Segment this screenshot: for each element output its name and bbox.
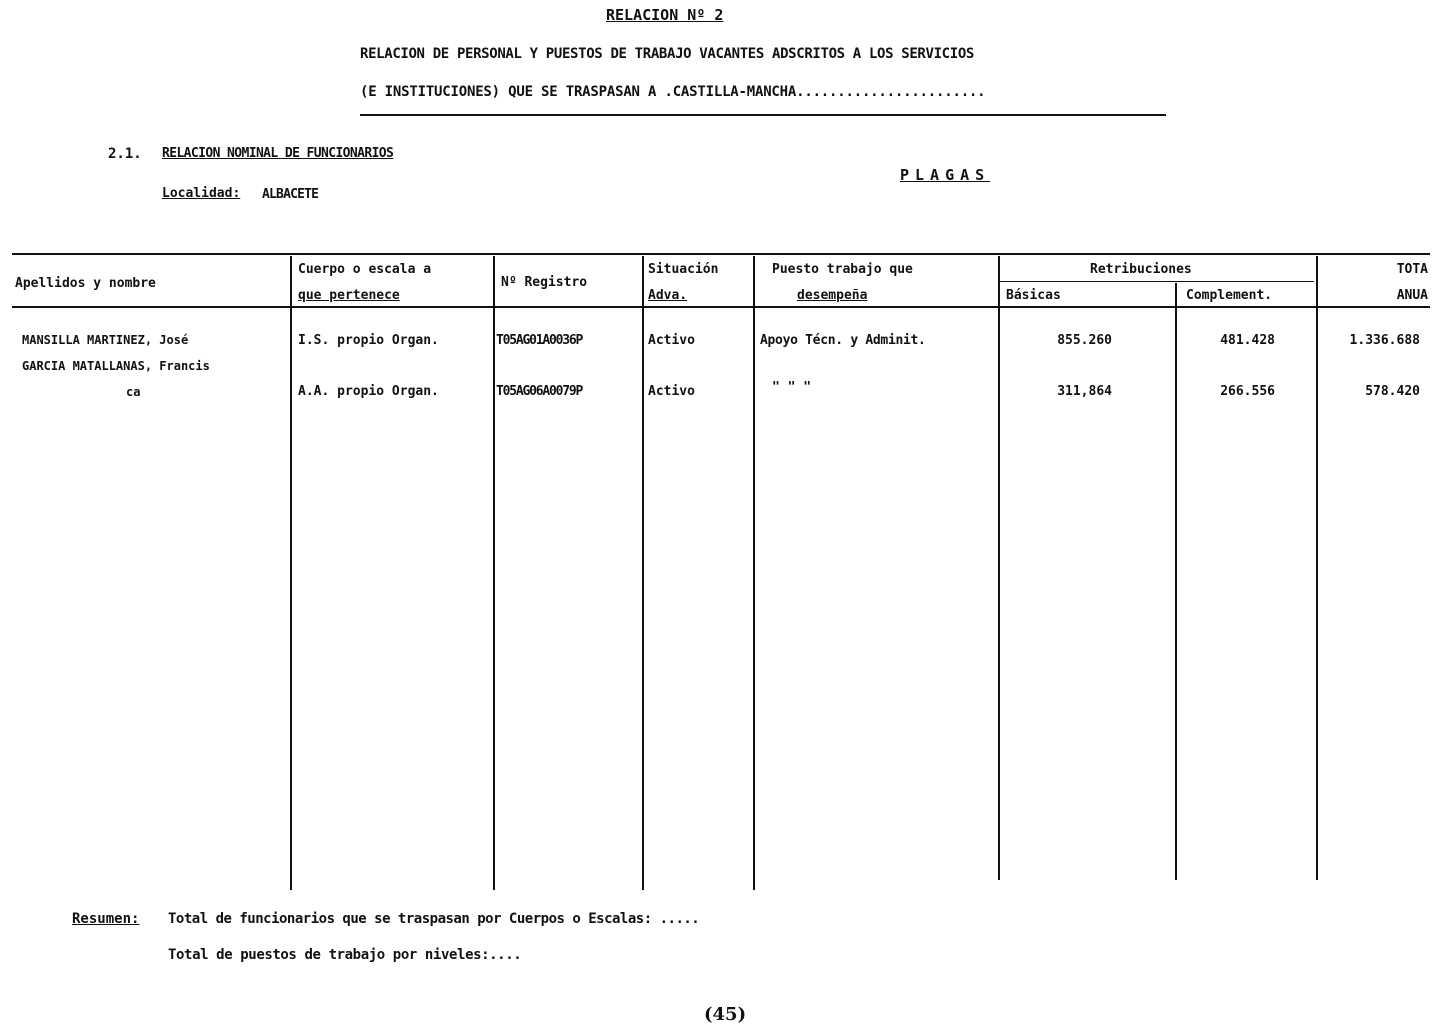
service-name: PLAGAS [900, 166, 991, 184]
header-puesto-line-1: Puesto trabajo que [772, 262, 913, 277]
header-total-line-1: TOTA [1396, 262, 1428, 277]
table-mid-rule [998, 281, 1314, 282]
header-basicas: Básicas [1006, 288, 1061, 303]
header-cuerpo-line-1: Cuerpo o escala a [298, 262, 432, 277]
section-number: 2.1. [108, 146, 142, 162]
section-title: RELACION NOMINAL DE FUNCIONARIOS [162, 146, 394, 161]
table-row-2-cuerpo: A.A. propio Organ. [298, 384, 439, 399]
heading-line-2: (E INSTITUCIONES) QUE SE TRASPASAN A .CASTILLA-MANCHA....................... [360, 84, 986, 100]
column-divider-registro [493, 256, 495, 890]
table-row-2-name: GARCIA MATALLANAS, Francis [22, 359, 210, 373]
header-registro: Nº Registro [501, 275, 588, 290]
table-row-2-basicas: 311,864 [1057, 384, 1112, 399]
header-name: Apellidos y nombre [15, 276, 156, 291]
table-row-1-total: 1.336.688 [1349, 333, 1420, 348]
header-situacion-line-1: Situación [648, 262, 719, 277]
page-number: (45) [704, 1004, 747, 1025]
table-row-1-name: MANSILLA MARTINEZ, José [22, 333, 189, 347]
column-divider-cuerpo [290, 256, 292, 890]
table-row-2-total: 578.420 [1365, 384, 1420, 399]
column-divider-total [1316, 256, 1318, 880]
table-row-1-basicas: 855.260 [1057, 333, 1112, 348]
table-top-rule [12, 253, 1430, 255]
header-retribuciones: Retribuciones [1090, 262, 1192, 277]
column-divider-situacion [642, 256, 644, 890]
header-puesto-line-2: desempeña [797, 288, 868, 303]
relacion-number: RELACION Nº 2 [606, 6, 724, 24]
summary-line-1: Total de funcionarios que se traspasan por Cuerpos o Escalas: ..... [168, 911, 700, 927]
table-row-1-registro: T05AG01A0036P [496, 333, 583, 348]
table-row-1-cuerpo: I.S. propio Organ. [298, 333, 439, 348]
header-complement: Complement. [1186, 288, 1273, 303]
column-divider-retribuciones [998, 256, 1000, 880]
table-row-2-puesto: " " " [772, 380, 812, 395]
table-row-2-registro: T05AG06A0079P [496, 384, 583, 399]
column-divider-puesto [753, 256, 755, 890]
table-header-rule [12, 306, 1430, 308]
header-situacion-line-2: Adva. [648, 288, 688, 303]
header-cuerpo-line-2: que pertenece [298, 288, 400, 303]
table-row-2-name-continued: ca [126, 385, 141, 399]
summary-line-2: Total de puestos de trabajo por niveles:.... [168, 947, 522, 963]
table-row-2-complement: 266.556 [1220, 384, 1275, 399]
table-row-1-complement: 481.428 [1220, 333, 1275, 348]
locality-value: ALBACETE [262, 187, 319, 202]
header-total-line-2: ANUA [1396, 288, 1428, 303]
heading-line-1: RELACION DE PERSONAL Y PUESTOS DE TRABAJO VACANTES ADSCRITOS A LOS SERVICIOS [360, 46, 974, 62]
table-row-1-situacion: Activo [648, 333, 695, 348]
column-divider-complement [1175, 283, 1177, 880]
table-row-2-situacion: Activo [648, 384, 695, 399]
table-row-1-puesto: Apoyo Técn. y Adminit. [760, 333, 926, 348]
heading-rule [360, 114, 1166, 116]
locality-label: Localidad: [162, 186, 241, 201]
summary-label: Resumen: [72, 911, 140, 927]
